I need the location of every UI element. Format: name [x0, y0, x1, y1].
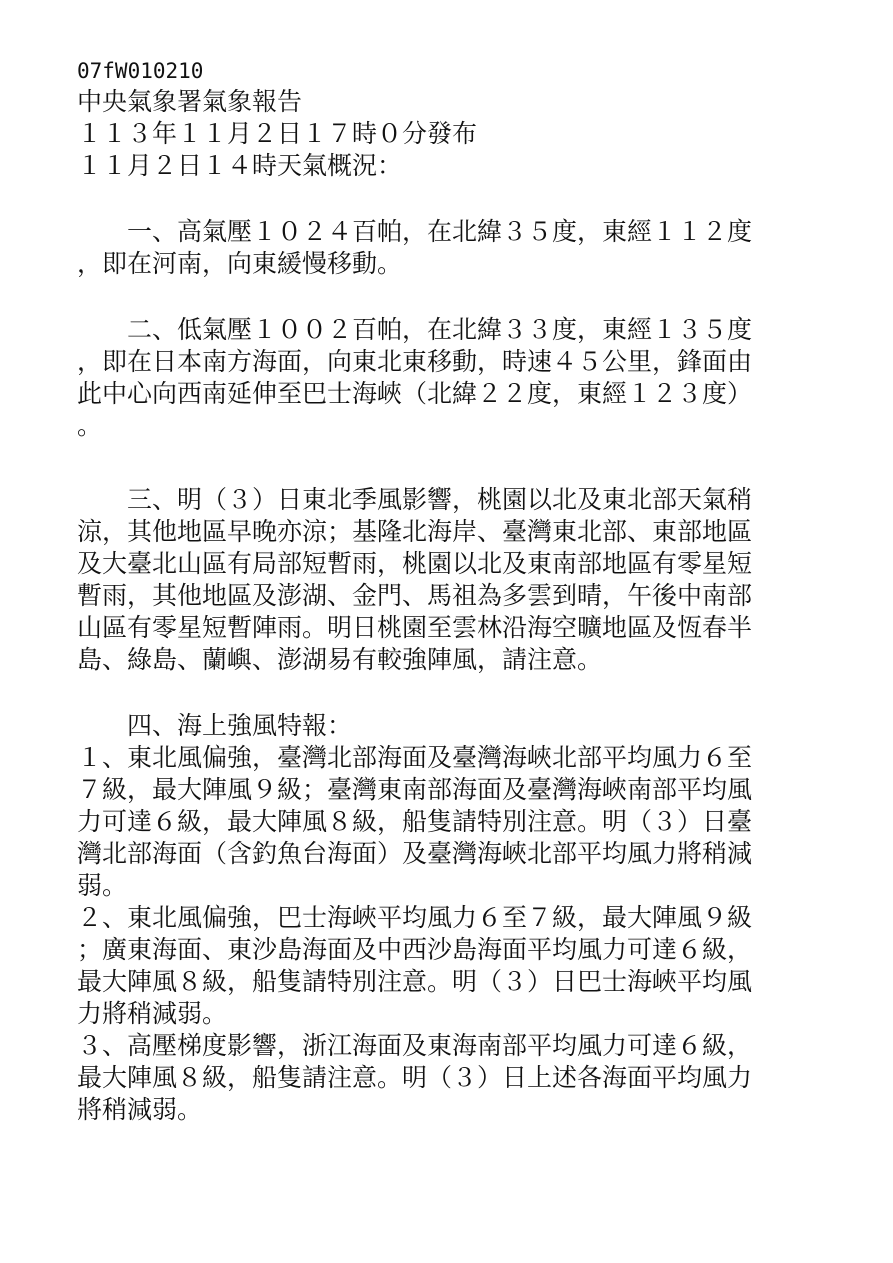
marine-warning-item-3-line: 最大陣風８級，船隻請注意。明（３）日上述各海面平均風力 [77, 1063, 753, 1092]
marine-warning-item-3-line: 將稍減弱。 [77, 1095, 203, 1124]
report-header [77, 56, 812, 182]
marine-warning-item-1-line: 灣北部海面（含釣魚台海面）及臺灣海峽北部平均風力將稍減 [77, 839, 753, 868]
marine-warning-item-2-line: ２、東北風偏強，巴士海峽平均風力６至７級，最大陣風９級 [77, 903, 753, 932]
section-three-line: 山區有零星短暫陣雨。明日桃園至雲林沿海空曠地區及恆春半 [77, 613, 753, 642]
section-two-line: 二、低氣壓１００２百帕，在北緯３３度，東經１３５度 [77, 315, 753, 344]
section-three-line: 暫雨，其他地區及澎湖、金門、馬祖為多雲到晴，午後中南部 [77, 581, 753, 610]
section-three [77, 484, 812, 676]
document-code: 07fW010210 [77, 59, 204, 83]
section-one-line: 一、高氣壓１０２４百帕，在北緯３５度，東經１１２度 [77, 217, 753, 246]
section-two [77, 314, 812, 442]
overview-title: １１月２日１４時天氣概況： [77, 151, 403, 180]
section-four-title: 四、海上強風特報： [77, 711, 353, 740]
paragraph-gap [77, 182, 812, 216]
section-three-line: 及大臺北山區有局部短暫雨，桃園以北及東南部地區有零星短 [77, 549, 753, 578]
marine-warning-item-1-line: ７級，最大陣風９級；臺灣東南部海面及臺灣海峽南部平均風 [77, 775, 753, 804]
section-three-line: 三、明（３）日東北季風影響，桃園以北及東北部天氣稍 [77, 485, 753, 514]
section-one-line: ，即在河南，向東緩慢移動。 [77, 249, 403, 278]
section-two-line: ，即在日本南方海面，向東北東移動，時速４５公里，鋒面由 [77, 347, 753, 376]
issue-time: １１３年１１月２日１７時０分發布 [77, 119, 478, 148]
section-three-line: 島、綠島、蘭嶼、澎湖易有較強陣風，請注意。 [77, 645, 603, 674]
section-four [77, 710, 812, 1126]
paragraph-gap [77, 676, 812, 710]
section-three-line: 涼，其他地區早晚亦涼；基隆北海岸、臺灣東北部、東部地區 [77, 517, 753, 546]
marine-warning-item-2-line: 力將稍減弱。 [77, 999, 228, 1028]
marine-warning-item-1-line: 弱。 [77, 871, 128, 900]
paragraph-gap [77, 442, 812, 484]
section-two-line: 。 [77, 411, 103, 440]
agency-title: 中央氣象署氣象報告 [77, 87, 303, 116]
marine-warning-item-2-line: 最大陣風８級，船隻請特別注意。明（３）日巴士海峽平均風 [77, 967, 753, 996]
marine-warning-item-2-line: ；廣東海面、東沙島海面及中西沙島海面平均風力可達６級， [77, 935, 753, 964]
section-one [77, 216, 812, 280]
section-two-line: 此中心向西南延伸至巴士海峽（北緯２２度，東經１２３度） [77, 379, 753, 408]
marine-warning-item-3-line: ３、高壓梯度影響，浙江海面及東海南部平均風力可達６級， [77, 1031, 753, 1060]
paragraph-gap [77, 280, 812, 314]
marine-warning-item-1-line: １、東北風偏強，臺灣北部海面及臺灣海峽北部平均風力６至 [77, 743, 753, 772]
marine-warning-item-1-line: 力可達６級，最大陣風８級，船隻請特別注意。明（３）日臺 [77, 807, 753, 836]
weather-report-document [77, 56, 812, 1126]
